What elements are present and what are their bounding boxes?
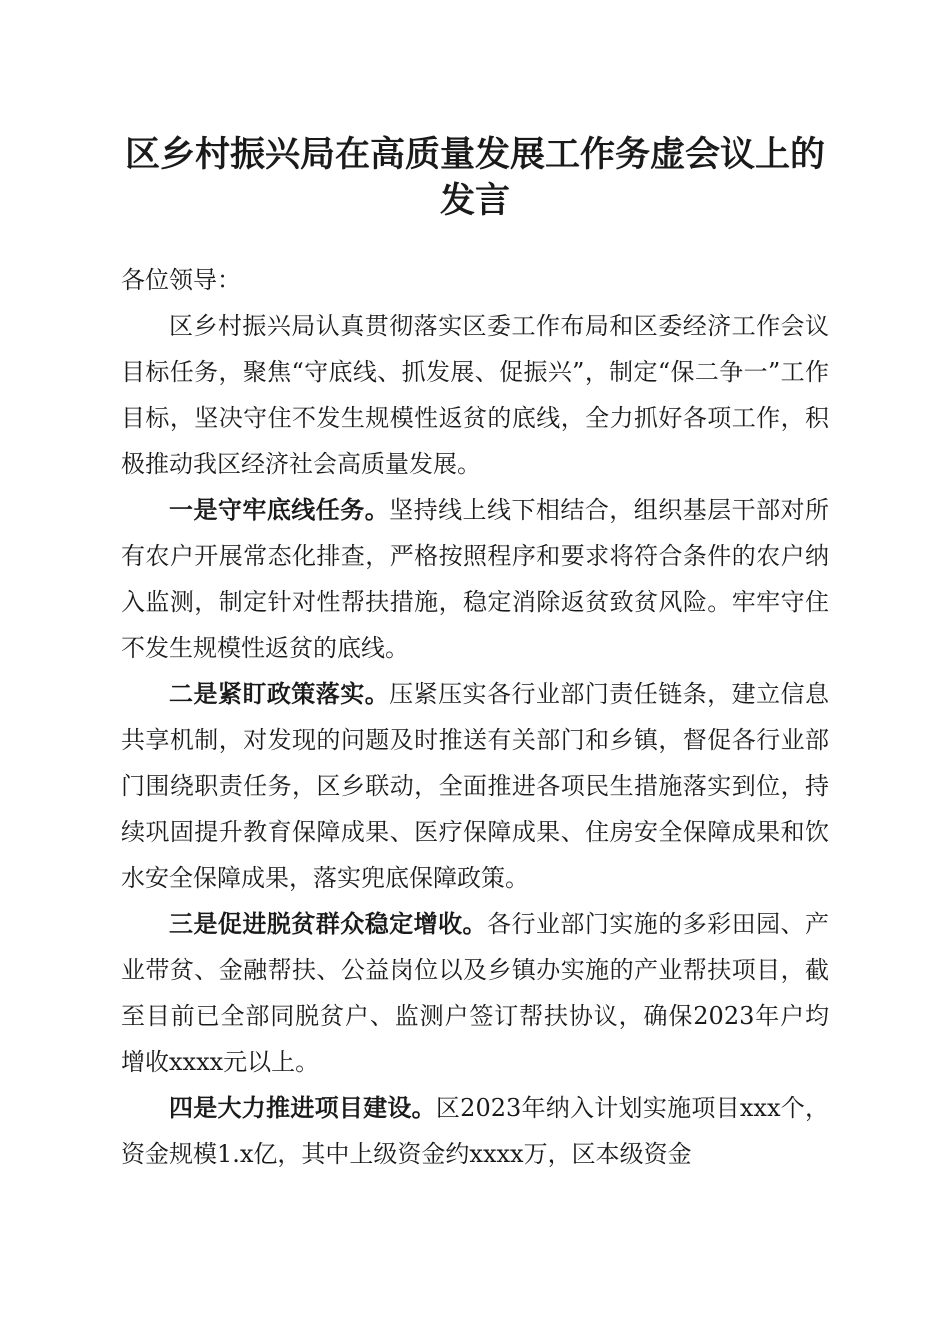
section-paragraph (121, 901, 829, 1085)
section-paragraph (121, 487, 829, 671)
section-lead: 一是守牢底线任务。 (169, 495, 390, 524)
section-text: 各行业部门实施的多彩田园、产业带贫、金融帮扶、公益岗位以及乡镇办实施的产业帮扶项目，截至目前已全部同脱贫户、监测户签订帮扶协议，确保2023年户均增收xxxx元以上。 (121, 910, 829, 1076)
section-lead: 四是大力推进项目建设。 (169, 1093, 436, 1122)
document-title: 区乡村振兴局在高质量发展工作务虚会议上的发言 (124, 134, 825, 221)
document-body (121, 257, 829, 1177)
section-lead: 三是促进脱贫群众稳定增收。 (169, 909, 487, 938)
section-paragraph (121, 1085, 829, 1177)
salutation: 各位领导： (121, 266, 241, 294)
section-text: 压紧压实各行业部门责任链条，建立信息共享机制，对发现的问题及时推送有关部门和乡镇，督促各行业部门围绕职责任务，区乡联动，全面推进各项民生措施落实到位，持续巩固提升教育保障成果、医疗保障成果、住房安全保障成果和饮水安全保障成果，落实兜底保障政策。 (121, 680, 830, 892)
section-text: 区2023年纳入计划实施项目xxx个，资金规模1.x亿，其中上级资金约xxxx万，区本级资金 (121, 1094, 830, 1168)
section-paragraph (121, 671, 829, 901)
section-text: 坚持线上线下相结合，组织基层干部对所有农户开展常态化排查，严格按照程序和要求将符合条件的农户纳入监测，制定针对性帮扶措施，稳定消除返贫致贫风险。牢牢守住不发生规模性返贫的底线。 (121, 496, 830, 662)
intro-paragraph: 区乡村振兴局认真贯彻落实区委工作布局和区委经济工作会议目标任务，聚焦“守底线、抓发展、促振兴”，制定“保二争一”工作目标，坚决守住不发生规模性返贫的底线，全力抓好各项工作，积极推动我区经济社会高质量发展。 (121, 312, 829, 478)
section-lead: 二是紧盯政策落实。 (169, 679, 390, 708)
